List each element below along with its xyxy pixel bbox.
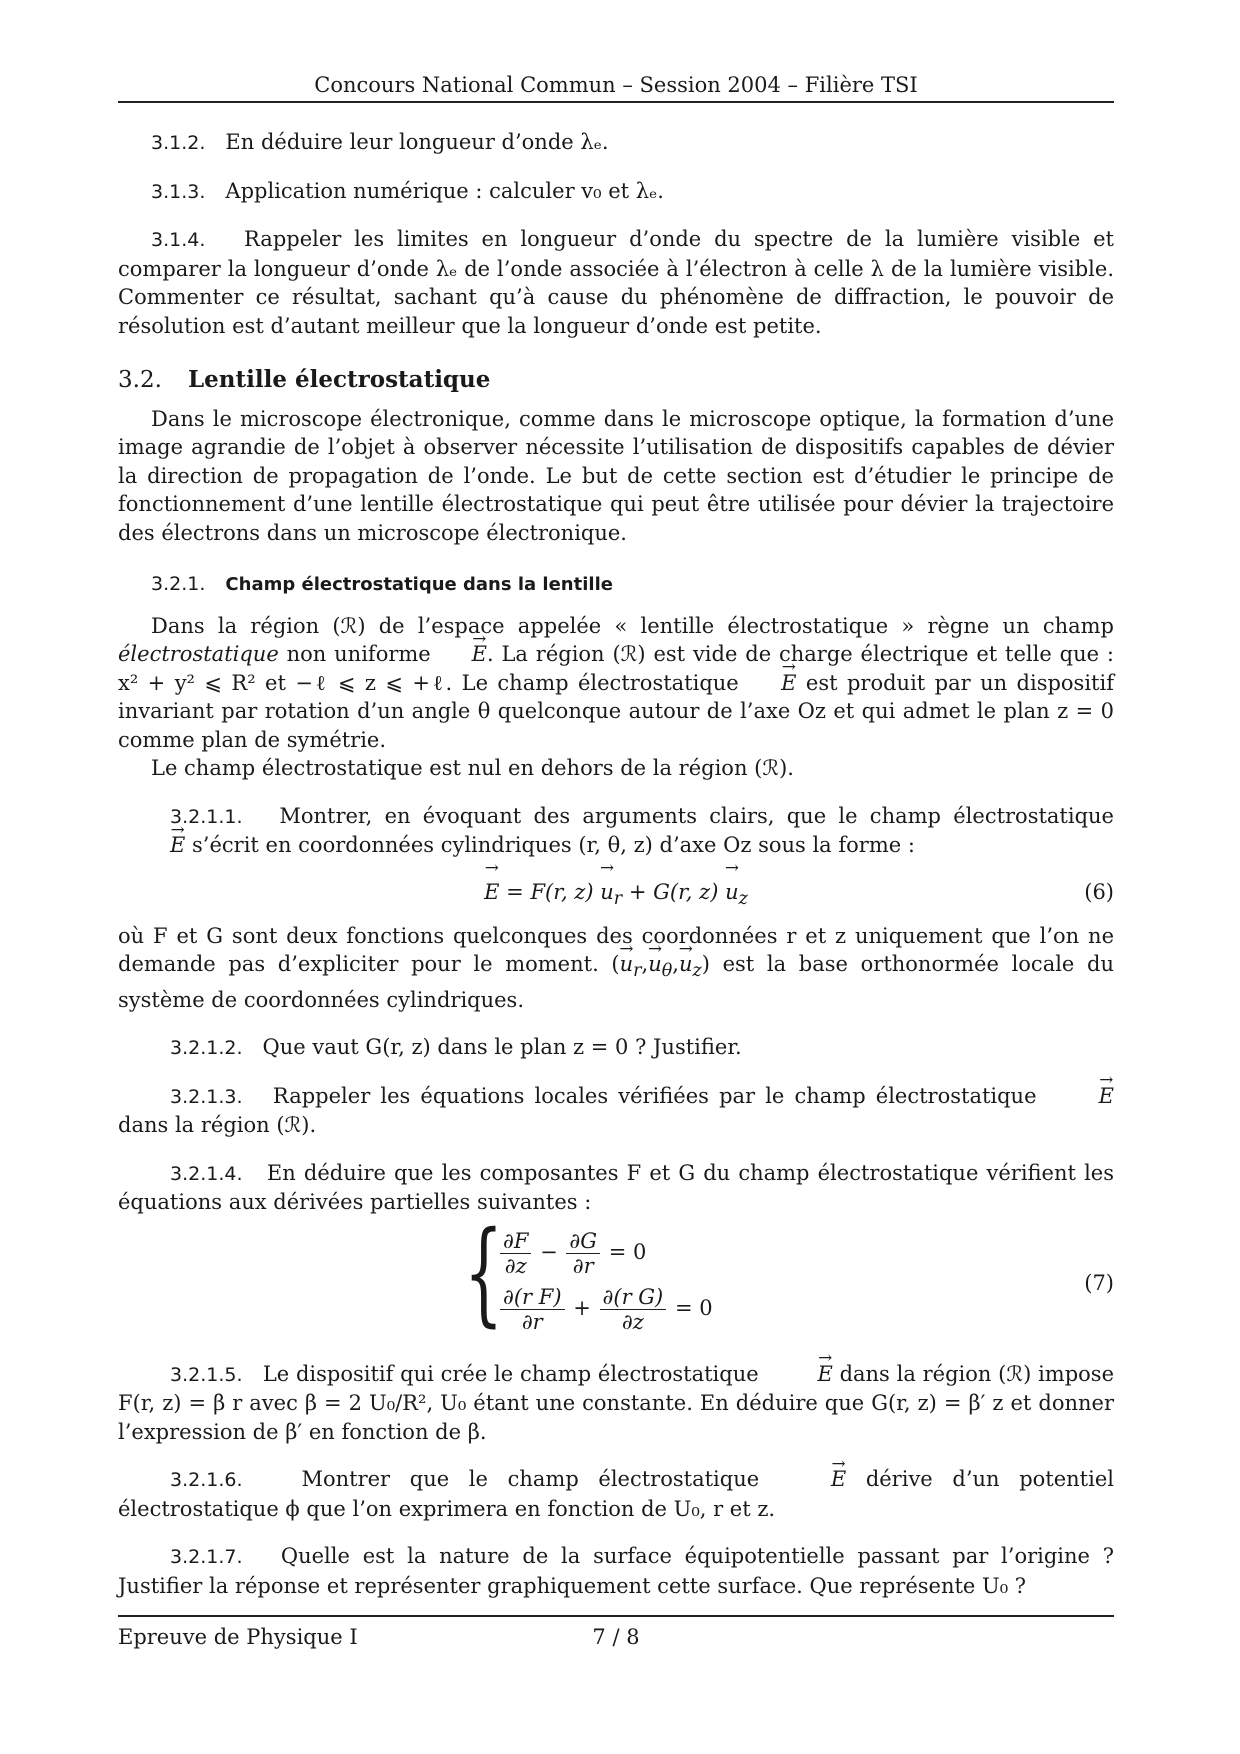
page-number: 7 / 8: [592, 1625, 640, 1649]
equation-6: [118, 870, 1114, 914]
question-text: Quelle est la nature de la surface équipotentielle passant par l’origine ? Justifier la réponse et représenter graphiquement cette surface. Que représente U₀ ?: [118, 1544, 1115, 1598]
question-3-2-1-3: [118, 1082, 1114, 1140]
text-run: dans la région (ℛ) impose F(r, z) = β r avec β = 2 U₀/R², U₀ étant une constante. En déduire que G(r, z) = β′ z et donner l’expression de β′ en fonction de β.: [118, 1361, 1114, 1444]
vector-E: → E: [1047, 1082, 1114, 1111]
left-brace: {: [464, 1207, 504, 1338]
question-number: 3.1.4.: [151, 229, 206, 251]
section-intro: Dans le microscope électronique, comme dans le microscope optique, la formation d’une image agrandie de l’objet à observer nécessite l’utilisation de dispositifs capables de dévier la direction de propagation de l’onde. Le but de cette section est d’étudier le principe de fonctionnement d’une lentille électrostatique qui peut être utilisée pour dévier la trajectoire des électrons dans un microscope électronique.: [118, 406, 1114, 545]
question-3-1-2: [118, 128, 1114, 158]
vector-E: → E: [484, 870, 499, 914]
vector-u: → u: [620, 950, 634, 979]
denominator: ∂z: [504, 1253, 527, 1278]
denominator: ∂r: [572, 1253, 594, 1278]
footer-rule: [118, 1615, 1114, 1617]
vector-E: → E: [118, 831, 185, 860]
question-number: 3.2.1.1.: [170, 805, 243, 828]
text-run: est produit par un dispositif invariant par rotation d’un angle θ quelconque autour de l’axe Oz et qui admet le plan z = 0 comme plan de symétrie.: [118, 670, 1114, 752]
operator: −: [540, 1239, 558, 1264]
denominator: ∂z: [621, 1309, 644, 1334]
equation-term: = F(r, z): [506, 879, 594, 904]
page-content: [118, 128, 1114, 1600]
question-3-2-1-6: [118, 1465, 1114, 1523]
vector-E: → E: [779, 1465, 846, 1494]
question-number: 3.2.1.5.: [170, 1363, 243, 1386]
text-run: Rappeler les équations locales vérifiées par le champ électrostatique: [272, 1083, 1037, 1108]
equation-line-2: [498, 1285, 713, 1334]
subsection-heading-3-2-1: [118, 569, 1114, 600]
page-header: Concours National Commun – Session 2004 – Filière TSI: [314, 73, 918, 97]
equation-number: (7): [1084, 1270, 1114, 1295]
question-number: 3.2.1.3.: [170, 1085, 243, 1108]
paragraph-null-field: Le champ électrostatique est nul en dehors de la région (ℛ).: [151, 756, 794, 780]
question-3-2-1-7: [118, 1542, 1114, 1600]
question-number: 3.2.1.7.: [170, 1546, 243, 1569]
question-number: 3.2.1.4.: [170, 1162, 243, 1185]
subscript: r: [613, 888, 623, 909]
numerator: ∂(r F): [500, 1285, 565, 1310]
question-number: 3.1.3.: [151, 180, 206, 203]
question-number: 3.2.1.6.: [170, 1469, 243, 1492]
text-run: ) est la base orthonormée locale du système de coordonnées cylindriques.: [118, 952, 1114, 1012]
question-number: 3.2.1.2.: [170, 1037, 243, 1060]
question-3-2-1-2: [118, 1033, 1114, 1063]
equation-system-7: [118, 1207, 1114, 1341]
equation-term: + G(r, z): [628, 879, 719, 904]
footer-title: Epreuve de Physique I: [118, 1625, 358, 1649]
equation-rhs: = 0: [608, 1239, 647, 1264]
vector-u: → u: [600, 870, 614, 914]
equation-rhs: = 0: [674, 1295, 713, 1320]
question-text: En déduire leur longueur d’onde λₑ.: [225, 130, 609, 154]
numerator: ∂F: [500, 1229, 531, 1254]
vector-u: → u: [648, 950, 662, 979]
section-heading-3-2: [118, 366, 1114, 395]
header-rule: [118, 101, 1114, 103]
question-3-2-1-1: [118, 802, 1114, 860]
question-3-2-1-4: [118, 1159, 1114, 1217]
paragraph-region: [118, 612, 1114, 755]
text-run: Le dispositif qui crée le champ électrostatique: [262, 1361, 759, 1386]
vector-u: → u: [725, 870, 739, 914]
subscript: z: [692, 961, 702, 982]
text-run: dérive d’un potentiel électrostatique ϕ que l’on exprimera en fonction de U₀, r et z.: [118, 1467, 1114, 1521]
emphasis: électrostatique: [118, 642, 279, 666]
question-text: En déduire que les composantes F et G du champ électrostatique vérifient les équations aux dérivées partielles suivantes :: [118, 1160, 1114, 1215]
question-text: Que vaut G(r, z) dans le plan z = 0 ? Justifier.: [262, 1035, 742, 1060]
text-run: où F et G sont deux fonctions quelconques des coordonnées r et z uniquement que l’on ne demande pas d’expliciter pour le moment. (: [118, 923, 1114, 976]
section-number: 3.2.: [118, 367, 162, 393]
question-3-2-1-5: [118, 1360, 1114, 1447]
text-run: Montrer, en évoquant des arguments clairs, que le champ électrostatique: [279, 803, 1114, 828]
paragraph-basis: où F et G sont deux fonctions quelconques des coordonnées r et z uniquement que l’on ne demande pas d’expliciter pour le moment. (→ $u_r,\to u_\theta,\to u_z$) est la base orthonormée locale du système de coordonnées cylindriques.: [118, 922, 1114, 1015]
vector-u: → u: [679, 950, 693, 979]
question-number: 3.1.2.: [151, 132, 206, 154]
question-text: Application numérique : calculer v₀ et λₑ.: [225, 178, 664, 203]
denominator: ∂r: [521, 1309, 543, 1334]
equation-line-1: [498, 1229, 646, 1278]
text-run: dans la région (ℛ).: [118, 1113, 317, 1138]
section-title: Lentille électrostatique: [188, 366, 491, 393]
text-run: non uniforme: [286, 642, 431, 666]
numerator: ∂G: [566, 1229, 600, 1254]
text-run: Montrer que le champ électrostatique: [301, 1467, 760, 1492]
subscript: z: [738, 888, 748, 909]
text-run: s’écrit en coordonnées cylindriques (r, θ, z) d’axe Oz sous la forme :: [192, 833, 915, 857]
question-3-1-4: [118, 225, 1114, 340]
question-3-1-3: [118, 177, 1114, 207]
text-run: Dans la région (ℛ) de l’espace appelée « lentille électrostatique » règne un champ: [151, 613, 1114, 638]
subscript: r: [633, 961, 642, 982]
equation-number: (6): [1084, 879, 1114, 904]
question-text: Rappeler les limites en longueur d’onde du spectre de la lumière visible et comparer la longueur d’onde λₑ de l’onde associée à l’électron à celle λ de la lumière visible. Commenter ce résultat, sachant qu’à cause du phénomène de diffraction, le pouvoir de résolution est d’autant meilleur que la longueur d’onde est petite.: [118, 227, 1114, 338]
subsection-title: Champ électrostatique dans la lentille: [225, 574, 613, 595]
text-run: . La région (ℛ) est vide de charge électrique et telle que : x² + y² ⩽ R² et −ℓ ⩽ z ⩽ +ℓ. Le champ électrostatique: [118, 642, 1114, 695]
vector-E: → E: [748, 669, 796, 698]
subscript: θ: [661, 961, 673, 982]
vector-E: → E: [439, 640, 487, 669]
operator: +: [573, 1295, 591, 1320]
numerator: ∂(r G): [600, 1285, 667, 1310]
subsection-number: 3.2.1.: [151, 573, 206, 595]
vector-E: → E: [765, 1360, 832, 1389]
